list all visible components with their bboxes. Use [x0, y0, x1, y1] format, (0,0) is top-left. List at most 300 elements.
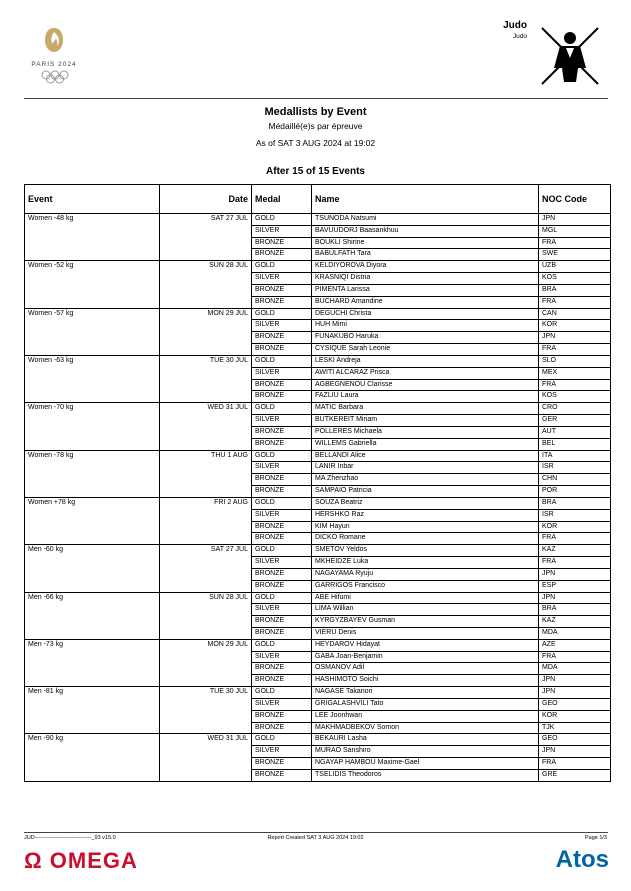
- date-cell: [160, 379, 252, 391]
- noc-cell: POR: [539, 486, 611, 498]
- event-cell: Women -63 kg: [25, 355, 160, 367]
- table-row: [25, 734, 611, 746]
- date-cell: [160, 237, 252, 249]
- table-body: [25, 214, 611, 782]
- date-cell: [160, 580, 252, 592]
- date-cell: [160, 426, 252, 438]
- event-cell: [25, 249, 160, 261]
- noc-cell: GER: [539, 415, 611, 427]
- event-cell: [25, 580, 160, 592]
- report-title: Medallists by Event: [264, 106, 367, 118]
- date-cell: [160, 474, 252, 486]
- table-row: [25, 746, 611, 758]
- name-cell: BEKAURI Lasha: [312, 734, 539, 746]
- medal-cell: SILVER: [252, 462, 312, 474]
- event-cell: [25, 758, 160, 770]
- table-row: [25, 296, 611, 308]
- table-row: [25, 249, 611, 261]
- noc-cell: ISR: [539, 462, 611, 474]
- medal-cell: BRONZE: [252, 758, 312, 770]
- name-cell: TSELIDIS Theodoros: [312, 769, 539, 781]
- table-row: [25, 214, 611, 226]
- date-cell: FRI 2 AUG: [160, 497, 252, 509]
- table-row: [25, 284, 611, 296]
- event-cell: [25, 722, 160, 734]
- page-number: Page 1/3: [584, 835, 607, 841]
- noc-cell: JPN: [539, 675, 611, 687]
- noc-cell: KAZ: [539, 545, 611, 557]
- name-cell: BOUKLI Shirine: [312, 237, 539, 249]
- name-cell: DICKO Romane: [312, 533, 539, 545]
- medal-cell: BRONZE: [252, 627, 312, 639]
- logo-text: PARIS 2024: [31, 61, 77, 68]
- medal-cell: SILVER: [252, 415, 312, 427]
- table-row: [25, 616, 611, 628]
- name-cell: MATIC Barbara: [312, 403, 539, 415]
- table-row: [25, 604, 611, 616]
- noc-cell: UZB: [539, 261, 611, 273]
- noc-cell: AUT: [539, 426, 611, 438]
- medal-cell: SILVER: [252, 320, 312, 332]
- medal-cell: BRONZE: [252, 568, 312, 580]
- name-cell: PIMENTA Larissa: [312, 284, 539, 296]
- name-cell: AWITI ALCARAZ Prisca: [312, 367, 539, 379]
- table-row: [25, 627, 611, 639]
- noc-cell: FRA: [539, 533, 611, 545]
- noc-cell: ITA: [539, 450, 611, 462]
- table-row: [25, 698, 611, 710]
- event-cell: Women -78 kg: [25, 450, 160, 462]
- event-cell: [25, 320, 160, 332]
- noc-cell: JPN: [539, 568, 611, 580]
- noc-cell: FRA: [539, 296, 611, 308]
- medal-cell: BRONZE: [252, 426, 312, 438]
- medal-cell: BRONZE: [252, 675, 312, 687]
- noc-cell: FRA: [539, 557, 611, 569]
- sport-title: Judo: [503, 20, 527, 31]
- noc-cell: GRE: [539, 769, 611, 781]
- name-cell: LIMA Willian: [312, 604, 539, 616]
- event-cell: [25, 486, 160, 498]
- name-cell: SMETOV Yeldos: [312, 545, 539, 557]
- name-cell: WILLEMS Gabriella: [312, 438, 539, 450]
- event-cell: [25, 769, 160, 781]
- paris-2024-logo: [18, 24, 90, 88]
- table-row: [25, 367, 611, 379]
- medal-cell: GOLD: [252, 355, 312, 367]
- noc-cell: CRO: [539, 403, 611, 415]
- date-cell: [160, 521, 252, 533]
- date-cell: SAT 27 JUL: [160, 545, 252, 557]
- noc-cell: JPN: [539, 214, 611, 226]
- event-cell: [25, 379, 160, 391]
- paris-2024-flame-icon: [40, 26, 68, 54]
- table-row: [25, 580, 611, 592]
- date-cell: [160, 675, 252, 687]
- medal-cell: BRONZE: [252, 249, 312, 261]
- table-row: [25, 355, 611, 367]
- medal-cell: BRONZE: [252, 486, 312, 498]
- event-cell: Men -73 kg: [25, 639, 160, 651]
- name-cell: LESKI Andreja: [312, 355, 539, 367]
- event-cell: [25, 367, 160, 379]
- medal-cell: GOLD: [252, 308, 312, 320]
- event-cell: Men -90 kg: [25, 734, 160, 746]
- report-as-of: As of SAT 3 AUG 2024 at 19:02: [255, 138, 376, 148]
- medal-cell: BRONZE: [252, 722, 312, 734]
- date-cell: SUN 28 JUL: [160, 261, 252, 273]
- event-cell: [25, 627, 160, 639]
- column-header-date: Date: [160, 185, 252, 214]
- noc-cell: SWE: [539, 249, 611, 261]
- noc-cell: BRA: [539, 284, 611, 296]
- medal-cell: SILVER: [252, 698, 312, 710]
- noc-cell: BEL: [539, 438, 611, 450]
- medal-cell: BRONZE: [252, 284, 312, 296]
- date-cell: [160, 284, 252, 296]
- name-cell: BABULFATH Tara: [312, 249, 539, 261]
- table-row: [25, 675, 611, 687]
- name-cell: SAMPAIO Patricia: [312, 486, 539, 498]
- date-cell: [160, 769, 252, 781]
- event-cell: Men -81 kg: [25, 687, 160, 699]
- date-cell: WED 31 JUL: [160, 403, 252, 415]
- name-cell: HUH Mimi: [312, 320, 539, 332]
- table-row: [25, 462, 611, 474]
- table-row: [25, 639, 611, 651]
- name-cell: DEGUCHI Christa: [312, 308, 539, 320]
- noc-cell: GEO: [539, 734, 611, 746]
- event-cell: Women -48 kg: [25, 214, 160, 226]
- table-row: [25, 273, 611, 285]
- table-row: [25, 391, 611, 403]
- doc-code: JUD-------------------------------_93 v15.0: [24, 835, 116, 841]
- medal-cell: BRONZE: [252, 616, 312, 628]
- medal-cell: GOLD: [252, 450, 312, 462]
- noc-cell: MDA: [539, 627, 611, 639]
- event-cell: [25, 237, 160, 249]
- table-row: [25, 663, 611, 675]
- table-row: [25, 486, 611, 498]
- date-cell: [160, 344, 252, 356]
- name-cell: SOUZA Beatriz: [312, 497, 539, 509]
- noc-cell: BRA: [539, 497, 611, 509]
- name-cell: CYSIQUE Sarah Leonie: [312, 344, 539, 356]
- date-cell: WED 31 JUL: [160, 734, 252, 746]
- medal-cell: SILVER: [252, 746, 312, 758]
- name-cell: NAGAYAMA Ryuju: [312, 568, 539, 580]
- name-cell: KRASNIQI Distria: [312, 273, 539, 285]
- name-cell: BUTKEREIT Miriam: [312, 415, 539, 427]
- medal-cell: GOLD: [252, 545, 312, 557]
- name-cell: KYRGYZBAYEV Gusman: [312, 616, 539, 628]
- date-cell: SAT 27 JUL: [160, 214, 252, 226]
- noc-cell: ISR: [539, 509, 611, 521]
- table-row: [25, 225, 611, 237]
- name-cell: HASHIMOTO Soichi: [312, 675, 539, 687]
- event-cell: [25, 663, 160, 675]
- table-row: [25, 438, 611, 450]
- date-cell: [160, 225, 252, 237]
- table-row: [25, 261, 611, 273]
- table-row: [25, 710, 611, 722]
- event-cell: Men -66 kg: [25, 592, 160, 604]
- noc-cell: KOR: [539, 521, 611, 533]
- medal-cell: BRONZE: [252, 237, 312, 249]
- date-cell: [160, 568, 252, 580]
- event-cell: Men -60 kg: [25, 545, 160, 557]
- noc-cell: AZE: [539, 639, 611, 651]
- noc-cell: BRA: [539, 604, 611, 616]
- event-cell: [25, 616, 160, 628]
- atos-logo: Atos: [555, 846, 609, 873]
- date-cell: [160, 391, 252, 403]
- name-cell: FAZLIU Laura: [312, 391, 539, 403]
- table-row: [25, 237, 611, 249]
- medal-cell: BRONZE: [252, 296, 312, 308]
- name-cell: GABA Joan-Benjamin: [312, 651, 539, 663]
- table-row: [25, 758, 611, 770]
- table-row: [25, 344, 611, 356]
- name-cell: BAVUUDORJ Baasankhuu: [312, 225, 539, 237]
- medal-cell: BRONZE: [252, 663, 312, 675]
- table-row: [25, 308, 611, 320]
- noc-cell: MEX: [539, 367, 611, 379]
- event-cell: [25, 462, 160, 474]
- date-cell: [160, 296, 252, 308]
- noc-cell: GEO: [539, 698, 611, 710]
- event-cell: [25, 474, 160, 486]
- medal-cell: BRONZE: [252, 521, 312, 533]
- medal-cell: GOLD: [252, 261, 312, 273]
- name-cell: LEE Joonhwan: [312, 710, 539, 722]
- name-cell: MA Zhenzhao: [312, 474, 539, 486]
- date-cell: [160, 604, 252, 616]
- table-row: [25, 521, 611, 533]
- date-cell: [160, 557, 252, 569]
- column-header-medal: Medal: [252, 185, 312, 214]
- date-cell: [160, 758, 252, 770]
- event-cell: [25, 746, 160, 758]
- name-cell: KIM Hayun: [312, 521, 539, 533]
- column-header-name: Name: [312, 185, 539, 214]
- name-cell: GARRIGOS Francisco: [312, 580, 539, 592]
- noc-cell: JPN: [539, 332, 611, 344]
- table-header-row: [25, 185, 611, 214]
- medal-cell: GOLD: [252, 734, 312, 746]
- medal-cell: BRONZE: [252, 391, 312, 403]
- column-header-noc: NOC Code: [539, 185, 611, 214]
- olympic-rings-icon: [40, 70, 70, 84]
- noc-cell: JPN: [539, 746, 611, 758]
- date-cell: [160, 367, 252, 379]
- noc-cell: KOR: [539, 320, 611, 332]
- event-cell: [25, 391, 160, 403]
- medal-cell: SILVER: [252, 225, 312, 237]
- medal-cell: SILVER: [252, 557, 312, 569]
- medal-cell: BRONZE: [252, 580, 312, 592]
- name-cell: HEYDAROV Hidayat: [312, 639, 539, 651]
- name-cell: ABE Hifumi: [312, 592, 539, 604]
- date-cell: SUN 28 JUL: [160, 592, 252, 604]
- noc-cell: KOS: [539, 391, 611, 403]
- event-cell: [25, 521, 160, 533]
- noc-cell: KOS: [539, 273, 611, 285]
- table-row: [25, 509, 611, 521]
- event-cell: [25, 675, 160, 687]
- noc-cell: CHN: [539, 474, 611, 486]
- noc-cell: FRA: [539, 379, 611, 391]
- table-row: [25, 722, 611, 734]
- report-created: Report Created SAT 3 AUG 2024 19:02: [267, 835, 364, 841]
- name-cell: MAKHMADBEKOV Somon: [312, 722, 539, 734]
- name-cell: FUNAKUBO Haruka: [312, 332, 539, 344]
- noc-cell: FRA: [539, 237, 611, 249]
- noc-cell: JPN: [539, 592, 611, 604]
- table-row: [25, 651, 611, 663]
- table-row: [25, 474, 611, 486]
- noc-cell: CAN: [539, 308, 611, 320]
- noc-cell: TJK: [539, 722, 611, 734]
- noc-cell: KOR: [539, 710, 611, 722]
- table-row: [25, 545, 611, 557]
- medal-cell: BRONZE: [252, 474, 312, 486]
- name-cell: HERSHKO Raz: [312, 509, 539, 521]
- table-row: [25, 497, 611, 509]
- medal-cell: BRONZE: [252, 438, 312, 450]
- event-cell: Women -52 kg: [25, 261, 160, 273]
- report-subtitle: Médaillé(e)s par épreuve: [268, 121, 363, 131]
- name-cell: VIERU Denis: [312, 627, 539, 639]
- table-row: [25, 332, 611, 344]
- event-cell: [25, 651, 160, 663]
- medal-cell: GOLD: [252, 592, 312, 604]
- event-cell: [25, 426, 160, 438]
- name-cell: BELLANDI Alice: [312, 450, 539, 462]
- noc-cell: FRA: [539, 344, 611, 356]
- name-cell: KELDIYOROVA Diyora: [312, 261, 539, 273]
- date-cell: TUE 30 JUL: [160, 687, 252, 699]
- event-cell: [25, 415, 160, 427]
- event-cell: Women -70 kg: [25, 403, 160, 415]
- date-cell: [160, 332, 252, 344]
- event-cell: [25, 284, 160, 296]
- table-row: [25, 403, 611, 415]
- medal-cell: BRONZE: [252, 379, 312, 391]
- date-cell: [160, 616, 252, 628]
- medal-cell: BRONZE: [252, 332, 312, 344]
- medal-cell: GOLD: [252, 403, 312, 415]
- event-cell: Women +78 kg: [25, 497, 160, 509]
- table-row: [25, 450, 611, 462]
- medal-cell: GOLD: [252, 214, 312, 226]
- date-cell: [160, 249, 252, 261]
- events-summary: After 15 of 15 Events: [266, 166, 365, 177]
- name-cell: GRIGALASHVILI Tato: [312, 698, 539, 710]
- medal-cell: BRONZE: [252, 533, 312, 545]
- event-cell: [25, 296, 160, 308]
- sport-subtitle: Judo: [512, 33, 527, 40]
- date-cell: [160, 533, 252, 545]
- header-divider: [24, 98, 608, 99]
- medallists-table: [24, 184, 611, 782]
- table-row: [25, 557, 611, 569]
- event-cell: [25, 332, 160, 344]
- table-row: [25, 687, 611, 699]
- name-cell: MURAO Sanshiro: [312, 746, 539, 758]
- date-cell: [160, 698, 252, 710]
- name-cell: TSUNODA Natsumi: [312, 214, 539, 226]
- medal-cell: SILVER: [252, 509, 312, 521]
- noc-cell: JPN: [539, 687, 611, 699]
- event-cell: [25, 438, 160, 450]
- date-cell: [160, 438, 252, 450]
- date-cell: [160, 462, 252, 474]
- event-cell: [25, 557, 160, 569]
- date-cell: [160, 509, 252, 521]
- event-cell: [25, 225, 160, 237]
- table-row: [25, 533, 611, 545]
- date-cell: [160, 415, 252, 427]
- date-cell: [160, 486, 252, 498]
- table-row: [25, 320, 611, 332]
- medal-cell: SILVER: [252, 273, 312, 285]
- table-row: [25, 769, 611, 781]
- name-cell: NAGASE Takanori: [312, 687, 539, 699]
- name-cell: POLLERES Michaela: [312, 426, 539, 438]
- event-cell: [25, 710, 160, 722]
- date-cell: [160, 722, 252, 734]
- event-cell: [25, 533, 160, 545]
- medal-cell: SILVER: [252, 367, 312, 379]
- name-cell: BUCHARD Amandine: [312, 296, 539, 308]
- name-cell: OSMANOV Adil: [312, 663, 539, 675]
- date-cell: [160, 627, 252, 639]
- table-row: [25, 592, 611, 604]
- medal-cell: BRONZE: [252, 710, 312, 722]
- table-row: [25, 415, 611, 427]
- footer-divider: [24, 832, 608, 833]
- medal-cell: SILVER: [252, 651, 312, 663]
- name-cell: MKHEIDZE Luka: [312, 557, 539, 569]
- event-cell: Women -57 kg: [25, 308, 160, 320]
- medal-cell: GOLD: [252, 497, 312, 509]
- noc-cell: KAZ: [539, 616, 611, 628]
- event-cell: [25, 698, 160, 710]
- noc-cell: MGL: [539, 225, 611, 237]
- event-cell: [25, 273, 160, 285]
- date-cell: MON 29 JUL: [160, 639, 252, 651]
- date-cell: THU 1 AUG: [160, 450, 252, 462]
- judo-pictogram-icon: [538, 24, 602, 88]
- name-cell: NGAYAP HAMBOU Maxime-Gael: [312, 758, 539, 770]
- noc-cell: ESP: [539, 580, 611, 592]
- event-cell: [25, 509, 160, 521]
- date-cell: [160, 651, 252, 663]
- event-cell: [25, 344, 160, 356]
- noc-cell: FRA: [539, 758, 611, 770]
- date-cell: MON 29 JUL: [160, 308, 252, 320]
- table-row: [25, 568, 611, 580]
- medal-cell: BRONZE: [252, 344, 312, 356]
- medal-cell: SILVER: [252, 604, 312, 616]
- noc-cell: FRA: [539, 651, 611, 663]
- noc-cell: MDA: [539, 663, 611, 675]
- event-cell: [25, 568, 160, 580]
- medal-cell: GOLD: [252, 639, 312, 651]
- column-header-event: Event: [25, 185, 160, 214]
- date-cell: TUE 30 JUL: [160, 355, 252, 367]
